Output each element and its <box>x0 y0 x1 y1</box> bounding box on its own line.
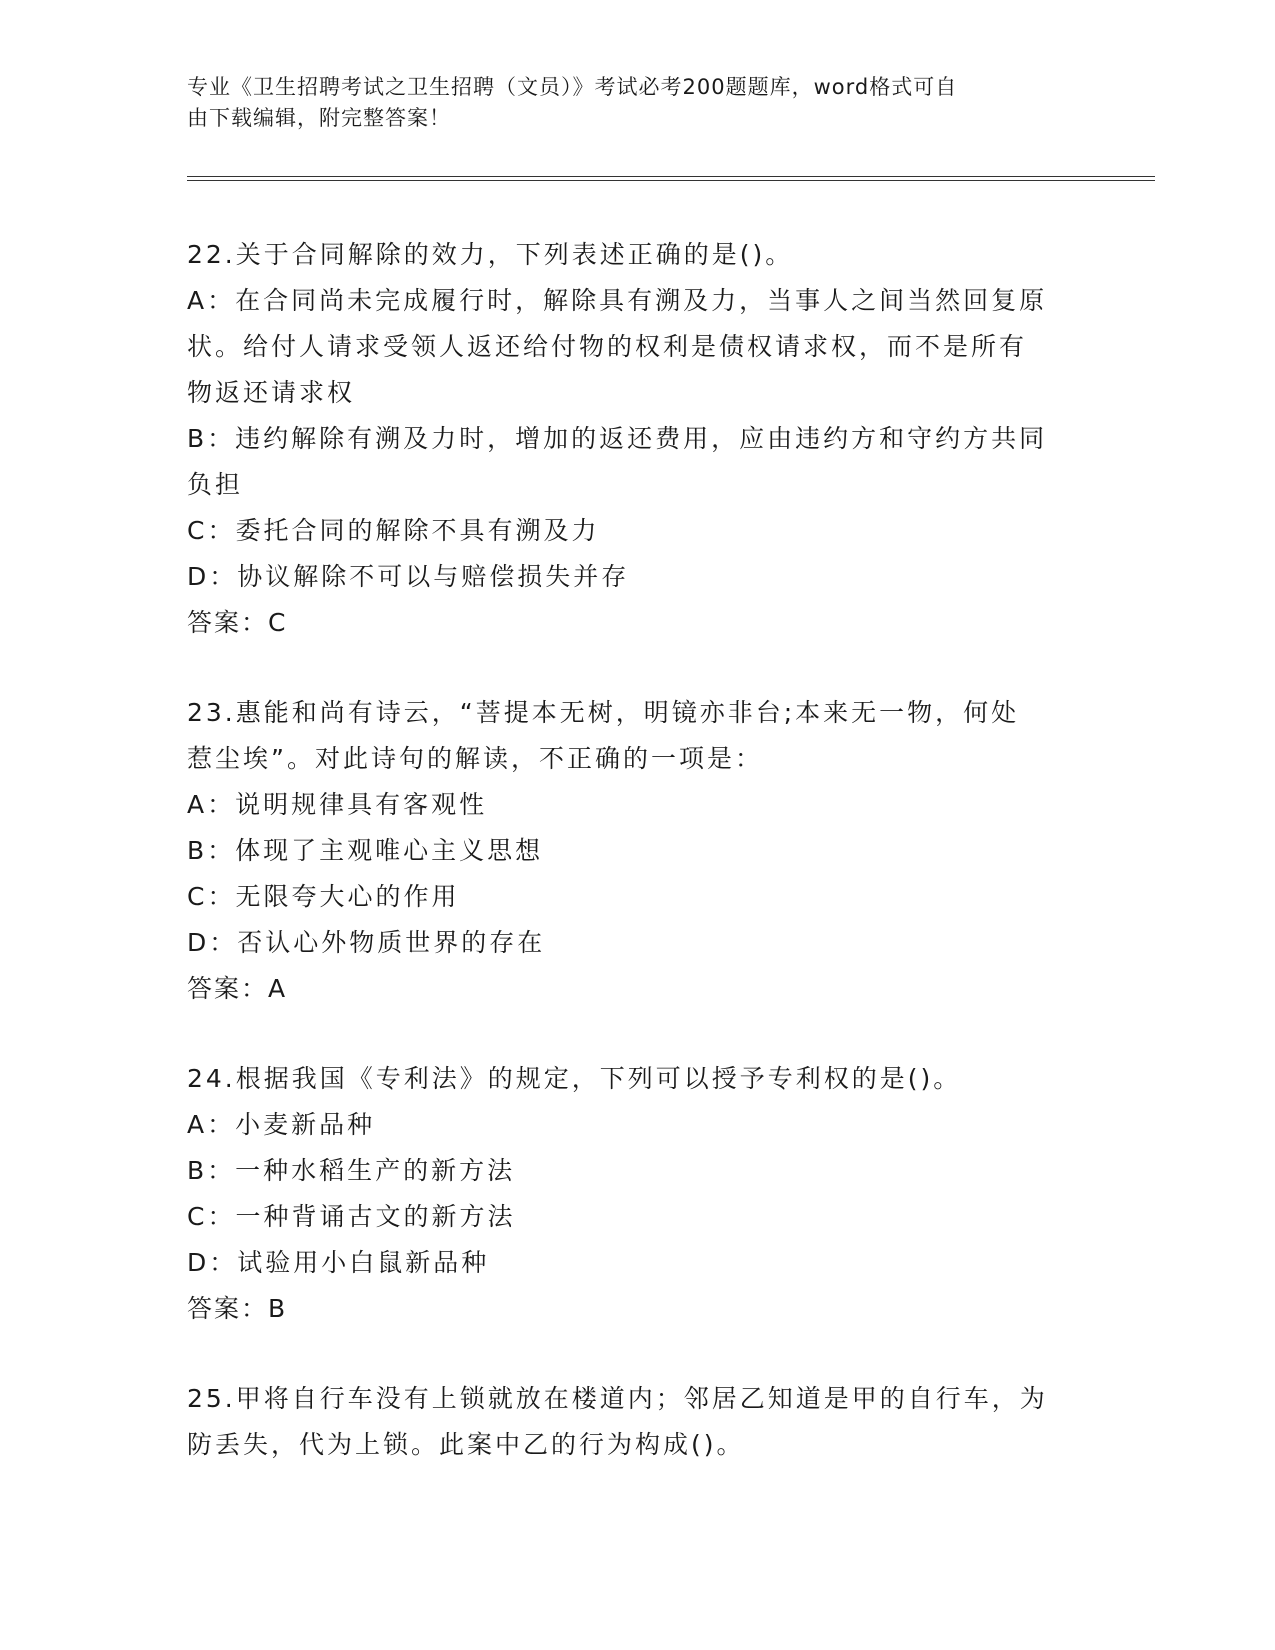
question-22 <box>187 232 1087 646</box>
option-text: D：试验用小白鼠新品种 <box>187 1248 490 1277</box>
option-text: A：说明规律具有客观性 <box>187 790 488 819</box>
header-line-1: 专业《卫生招聘考试之卫生招聘（文员）》考试必考200题题库，word格式可自 <box>187 75 958 99</box>
question-stem: 23.惠能和尚有诗云，“菩提本无树，明镜亦非台;本来无一物，何处 <box>187 698 1020 727</box>
option-a <box>187 1102 1087 1148</box>
option-c <box>187 508 1087 554</box>
question-stem: 防丢失，代为上锁。此案中乙的行为构成()。 <box>187 1430 745 1459</box>
option-text: B：体现了主观唯心主义思想 <box>187 836 544 865</box>
option-d <box>187 1240 1087 1286</box>
option-text: D：否认心外物质世界的存在 <box>187 928 546 957</box>
question-stem: 25.甲将自行车没有上锁就放在楼道内；邻居乙知道是甲的自行车，为 <box>187 1384 1048 1413</box>
option-d <box>187 920 1087 966</box>
question-stem: 22.关于合同解除的效力，下列表述正确的是()。 <box>187 240 794 269</box>
answer-label: 答案：B <box>187 1294 288 1323</box>
option-text: 状。给付人请求受领人返还给付物的权利是债权请求权，而不是所有 <box>187 332 1028 361</box>
option-c <box>187 1194 1087 1240</box>
option-a <box>187 278 1087 416</box>
option-b <box>187 1148 1087 1194</box>
option-text: C：无限夸大心的作用 <box>187 882 460 911</box>
document-header <box>187 72 1087 134</box>
header-divider <box>187 176 1155 181</box>
option-text: 物返还请求权 <box>187 378 356 407</box>
option-a <box>187 782 1087 828</box>
question-stem: 惹尘埃”。对此诗句的解读，不正确的一项是： <box>187 744 763 773</box>
option-text: A：小麦新品种 <box>187 1110 376 1139</box>
option-b <box>187 828 1087 874</box>
option-text: B：违约解除有溯及力时，增加的返还费用，应由违约方和守约方共同 <box>187 424 1048 453</box>
option-text: 负担 <box>187 470 244 499</box>
question-list <box>187 232 1087 1512</box>
option-d <box>187 554 1087 600</box>
answer-label: 答案：C <box>187 608 288 637</box>
option-text: C：委托合同的解除不具有溯及力 <box>187 516 600 545</box>
answer-label: 答案：A <box>187 974 288 1003</box>
question-23 <box>187 690 1087 1012</box>
question-24 <box>187 1056 1087 1332</box>
option-b <box>187 416 1087 508</box>
option-c <box>187 874 1087 920</box>
question-stem: 24.根据我国《专利法》的规定，下列可以授予专利权的是()。 <box>187 1064 962 1093</box>
option-text: D：协议解除不可以与赔偿损失并存 <box>187 562 630 591</box>
option-text: B：一种水稻生产的新方法 <box>187 1156 516 1185</box>
header-line-2: 由下载编辑，附完整答案！ <box>187 106 451 130</box>
option-text: A：在合同尚未完成履行时，解除具有溯及力，当事人之间当然回复原 <box>187 286 1048 315</box>
option-text: C：一种背诵古文的新方法 <box>187 1202 516 1231</box>
question-25 <box>187 1376 1087 1468</box>
